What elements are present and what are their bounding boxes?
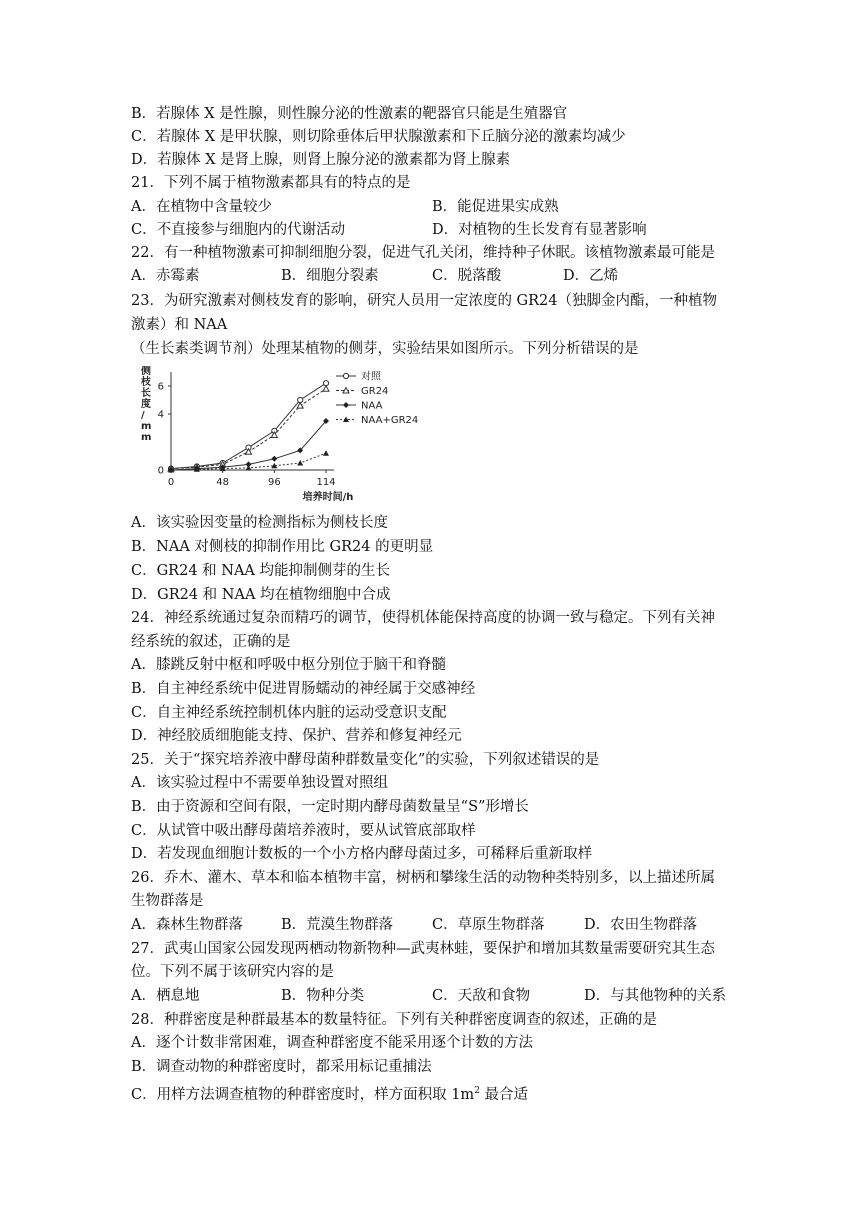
q27-stem-line1: 27．武夷山国家公园发现两栖动物新物种—武夷林蛙，要保护和增加其数量需要研究其生态 [131,941,715,957]
q25-option-a: A．该实验过程中不需要单独设置对照组 [131,775,388,791]
q23-option-d: D．GR24 和 NAA 均在植物细胞中合成 [131,587,391,603]
y-tick-label: 6 [157,381,164,393]
q28-option-a: A．逐个计数非常困难，调查种群密度不能采用逐个计数的方法 [131,1035,533,1051]
q24-option-a: A．膝跳反射中枢和呼吸中枢分别位于脑干和脊髓 [131,657,446,673]
data-point-naa [271,456,277,462]
q22-stem: 22．有一种植物激素可抑制细胞分裂，促进气孔关闭，维持种子休眠。该植物激素最可能是 [131,245,715,261]
data-point-naa-gr24 [323,450,329,456]
q27-stem-line2: 位。下列不属于该研究内容的是 [131,964,334,980]
q21-option-b: B．能促进果实成熟 [432,199,559,215]
q21-stem: 21．下列不属于植物激素都具有的特点的是 [131,175,411,191]
q26-option-c: C．草原生物群落 [432,917,545,933]
legend-label-naa-gr24: NAA+GR24 [361,415,419,426]
q25-option-c: C．从试管中吸出酵母菌培养液时，要从试管底部取样 [131,823,476,839]
x-axis-label: 培养时间/h [302,492,354,503]
chart-series [168,381,329,473]
q24-stem-line2: 经系统的叙述，正确的是 [131,634,291,650]
y-tick-label: 0 [157,465,164,477]
q20-option-d: D．若腺体 X 是肾上腺，则肾上腺分泌的激素都为肾上腺素 [131,152,511,168]
q28-option-c-tail: 最合适 [479,1086,529,1103]
q26-option-d: D．农田生物群落 [584,917,698,933]
q22-option-b: B．细胞分裂素 [281,268,379,284]
q20-option-c: C．若腺体 X 是甲状腺，则切除垂体后甲状腺激素和下丘脑分泌的激素均减少 [131,129,626,145]
q21-options-row2 [131,219,731,241]
q21-option-c: C．不直接参与细胞内的代谢活动 [131,222,346,238]
q23-option-a: A．该实验因变量的检测指标为侧枝长度 [131,515,388,531]
q23-stem-line2: 激素）和 NAA [131,317,228,333]
q20-option-b: B．若腺体 X 是性腺，则性腺分泌的性激素的靶器官只能是生殖器官 [131,106,568,122]
q26-option-a: A．森林生物群落 [131,917,243,933]
q23-stem-line3: （生长素类调节剂）处理某植物的侧芽，实验结果如图所示。下列分析错误的是 [131,341,639,357]
legend-marker-naa [343,402,349,408]
q22-options [131,265,731,287]
legend-marker-control [343,373,348,378]
q21-option-d: D．对植物的生长发育有显著影响 [432,222,647,238]
q27-option-b: B．物种分类 [281,988,365,1004]
q24-option-c: C．自主神经系统控制机体内脏的运动受意识支配 [131,705,447,721]
x-tick-label: 96 [267,477,281,488]
y-tick-label: 4 [157,409,164,421]
data-point-gr24 [323,386,329,392]
q25-stem: 25．关于“探究培养液中酵母菌种群数量变化”的实验，下列叙述错误的是 [131,752,600,768]
q27-option-c: C．天敌和食物 [432,988,531,1004]
q27-option-a: A．栖息地 [131,988,200,1004]
chart-legend [336,370,418,427]
series-line-control [171,383,326,468]
x-tick-label: 48 [216,477,230,488]
q25-option-d: D．若发现血细胞计数板的一个小方格内酵母菌过多，可稀释后重新取样 [131,846,593,862]
q23-option-b: B．NAA 对侧枝的抑制作用比 GR24 的更明显 [131,539,434,555]
q26-options [131,914,731,936]
q23-option-c: C．GR24 和 NAA 均能抑制侧芽的生长 [131,563,391,579]
data-point-naa-gr24 [297,460,303,466]
q22-option-d: D．乙烯 [563,268,619,284]
data-point-gr24 [297,403,303,409]
y-axis-label: 侧枝长度/ m m [141,366,152,443]
q28-option-c [131,1080,731,1106]
q27-options [131,985,731,1007]
x-tick-label: 114 [316,477,336,488]
q26-stem-line1: 26．乔木、灌木、草本和临本植物丰富，树柄和攀缘生活的动物种类特别多，以上描述所属 [131,870,715,886]
q21-options-row1 [131,196,731,218]
x-tick-label: 0 [167,477,175,488]
q24-option-d: D．神经胶质细胞能支持、保护、营养和修复神经元 [131,728,462,744]
q22-option-c: C．脱落酸 [432,268,502,284]
legend-label-control: 对照 [361,371,381,383]
lateral-branch-length-chart [131,366,431,516]
q28-option-c-superscript: 2 [474,1086,480,1096]
q24-option-b: B．自主神经系统中促进胃肠蠕动的神经属于交感神经 [131,681,476,697]
q28-option-c-text: C．用样方法调查植物的种群密度时，样方面积取 1m [131,1086,475,1103]
q28-stem: 28．种群密度是种群最基本的数量特征。下列有关种群密度调查的叙述，正确的是 [131,1012,657,1028]
q22-option-a: A．赤霉素 [131,268,200,284]
q23-stem-line1: 23．为研究激素对侧枝发育的影响，研究人员用一定浓度的 GR24（独脚金内酯，一种植物 [131,293,718,309]
q28-option-b: B．调查动物的种群密度时，都采用标记重捕法 [131,1059,432,1075]
legend-label-naa: NAA [361,400,383,412]
q21-option-a: A．在植物中含量较少 [131,199,272,215]
q24-stem-line1: 24．神经系统通过复杂而精巧的调节，使得机体能保持高度的协调一致与稳定。下列有关神 [131,610,715,626]
q26-stem-line2: 生物群落是 [131,893,204,909]
q25-option-b: B．由于资源和空间有限，一定时期内酵母菌数量呈“S”形增长 [131,799,529,815]
data-point-naa-gr24 [246,465,252,471]
q27-option-d: D．与其他物种的关系 [584,988,727,1004]
legend-label-gr24: GR24 [361,386,389,397]
q26-option-b: B．荒漠生物群落 [281,917,394,933]
